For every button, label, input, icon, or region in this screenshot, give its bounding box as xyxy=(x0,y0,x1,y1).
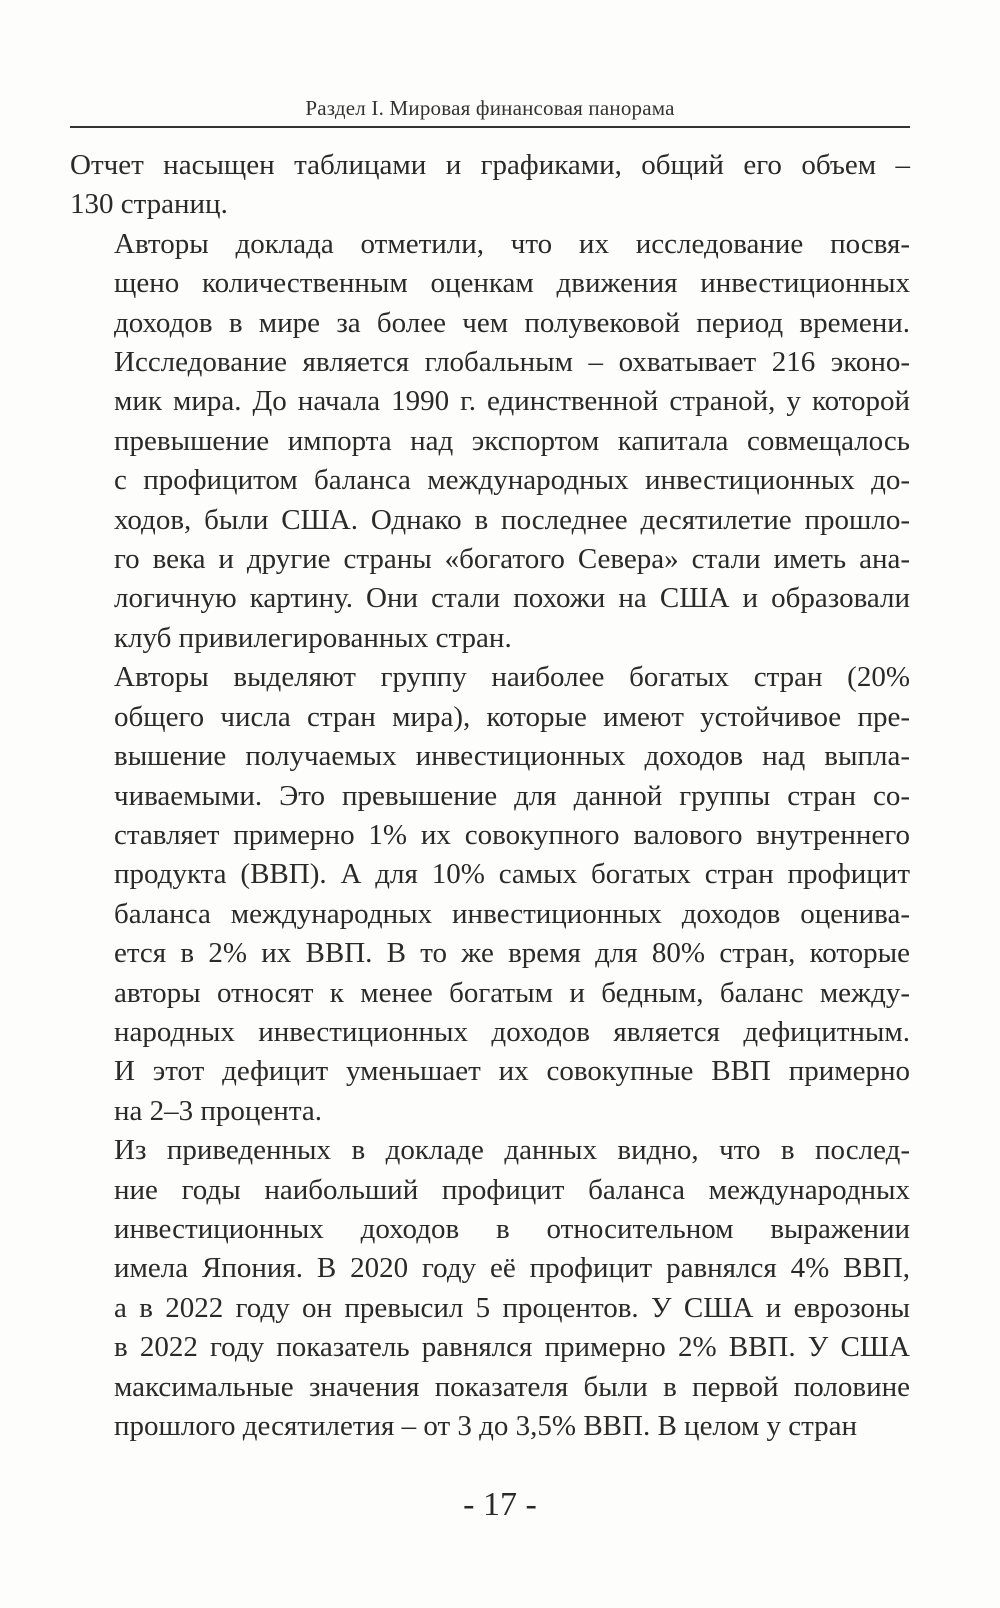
text-line: Из приведенных в докладе данных видно, что в послед- xyxy=(114,1134,910,1167)
text-line: щено количественным оценкам движения инвестиционных xyxy=(114,267,910,300)
text-line: 130 страниц. xyxy=(70,188,228,221)
text-line: Отчет насыщен таблицами и графиками, общий его объем – xyxy=(70,149,910,181)
text-line: баланса международных инвестиционных доходов оценива- xyxy=(114,897,910,930)
paragraph xyxy=(70,146,910,225)
text-line: ется в 2% их ВВП. В то же время для 80% стран, которые xyxy=(114,937,910,970)
text-line: народных инвестиционных доходов является дефицитным. xyxy=(114,1015,910,1048)
text-line: доходов в мире за более чем полувековой период времени. xyxy=(114,306,910,339)
text-line: имела Япония. В 2020 году её профицит равнялся 4% ВВП, xyxy=(114,1252,910,1285)
text-line: прошлого десятилетия – от 3 до 3,5% ВВП. В целом у стран xyxy=(114,1410,857,1442)
page-number: - 17 - xyxy=(463,1486,537,1523)
paragraph xyxy=(70,225,910,658)
text-line: инвестиционных доходов в относительном выражении xyxy=(114,1212,910,1245)
running-head: Раздел I. Мировая финансовая панорама xyxy=(305,96,675,120)
text-line: чиваемыми. Это превышение для данной группы стран со- xyxy=(114,779,910,812)
paragraph xyxy=(70,658,910,1131)
text-line: на 2–3 процента. xyxy=(114,1094,322,1127)
text-line: мик мира. До начала 1990 г. единственной страной, у которой xyxy=(114,385,910,418)
text-line: ставляет примерно 1% их совокупного валового внутреннего xyxy=(114,818,910,851)
text-line: го века и другие страны «богатого Севера» стали иметь ана- xyxy=(114,543,910,576)
header-rule xyxy=(70,126,910,128)
text-line: превышение импорта над экспортом капитала совмещалось xyxy=(114,424,910,457)
text-line: Авторы доклада отметили, что их исследование посвя- xyxy=(114,227,910,260)
text-line: с профицитом баланса международных инвестиционных до- xyxy=(114,464,910,497)
text-line: максимальные значения показателя были в первой половине xyxy=(114,1370,910,1403)
text-line: Авторы выделяют группу наиболее богатых стран (20% xyxy=(114,661,910,694)
text-line: авторы относят к менее богатым и бедным, баланс между- xyxy=(114,976,910,1009)
text-line: общего числа стран мира), которые имеют устойчивое пре- xyxy=(114,700,910,733)
text-line: в 2022 году показатель равнялся примерно 2% ВВП. У США xyxy=(114,1331,910,1364)
text-line: вышение получаемых инвестиционных доходов над выпла- xyxy=(114,740,910,773)
text-line: логичную картину. Они стали похожи на США и образовали xyxy=(114,582,910,615)
text-line: Исследование является глобальным – охватывает 216 эконо- xyxy=(114,346,910,379)
body-text xyxy=(70,146,910,1446)
text-line: клуб привилегированных стран. xyxy=(114,621,512,654)
text-line: ние годы наибольший профицит баланса международных xyxy=(114,1173,910,1206)
text-line: И этот дефицит уменьшает их совокупные ВВП примерно xyxy=(114,1055,910,1088)
paragraph xyxy=(70,1131,910,1446)
text-line: ходов, были США. Однако в последнее десятилетие прошло- xyxy=(114,503,910,536)
text-line: продукта (ВВП). А для 10% самых богатых стран профицит xyxy=(114,858,910,891)
text-line: а в 2022 году он превысил 5 процентов. У США и еврозоны xyxy=(114,1291,910,1324)
